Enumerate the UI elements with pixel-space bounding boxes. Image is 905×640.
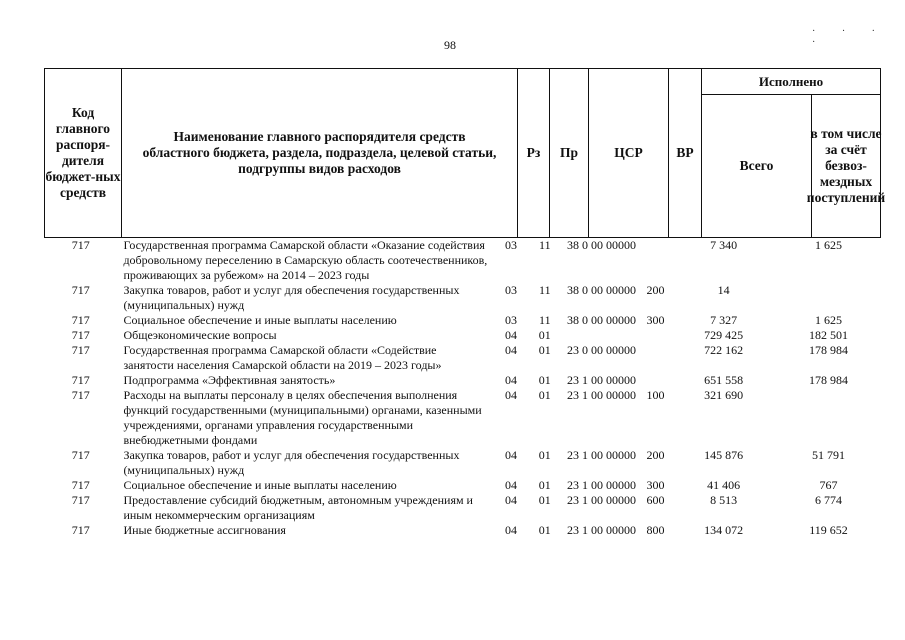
cell-incl: 6 774 <box>815 493 843 507</box>
header-vr: ВР <box>669 69 702 237</box>
cell-pr: 11 <box>539 313 551 327</box>
header-incl: в том числе за счёт безвоз-мездных поступлений <box>806 125 886 205</box>
cell-rz: 03 <box>504 283 517 297</box>
cell-csr <box>563 328 639 343</box>
cell-code: 717 <box>71 388 90 402</box>
cell-incl <box>776 388 881 448</box>
cell-code: 717 <box>71 343 90 357</box>
cell-csr: 38 0 00 00000 <box>567 238 637 252</box>
cell-code: 717 <box>71 238 90 252</box>
cell-rz: 03 <box>504 313 517 327</box>
cell-incl: 119 652 <box>809 523 848 537</box>
cell-rz: 04 <box>504 328 517 342</box>
table-row <box>44 493 881 523</box>
cell-total: 134 072 <box>704 523 744 537</box>
cell-csr: 23 0 00 00000 <box>567 343 637 357</box>
cell-incl: 178 984 <box>809 343 849 357</box>
cell-total: 321 690 <box>704 388 744 402</box>
cell-csr: 23 1 00 00000 <box>567 373 637 387</box>
table-row <box>44 448 881 478</box>
header-csr: ЦСР <box>589 69 669 237</box>
cell-name: Расходы на выплаты персоналу в целях обеспечения выполнения функций государственными (муниципальными) органами, казенными учреждениями, органами управления государственными внебюджетными фондами <box>123 388 482 447</box>
cell-vr: 300 <box>646 478 665 492</box>
cell-name: Социальное обеспечение и иные выплаты населению <box>123 313 397 327</box>
cell-vr: 200 <box>646 448 665 462</box>
cell-vr: 300 <box>646 313 665 327</box>
cell-incl <box>776 283 881 313</box>
table-body <box>44 238 881 538</box>
cell-code: 717 <box>71 493 90 507</box>
cell-incl: 178 984 <box>809 373 849 387</box>
table-row <box>44 388 881 448</box>
cell-name: Социальное обеспечение и иные выплаты населению <box>123 478 397 492</box>
cell-total: 14 <box>717 283 730 297</box>
table-row <box>44 283 881 313</box>
cell-code: 717 <box>71 313 90 327</box>
cell-rz: 04 <box>504 373 517 387</box>
cell-rz: 04 <box>504 448 517 462</box>
cell-code: 717 <box>71 283 90 297</box>
cell-pr: 01 <box>538 493 551 507</box>
cell-incl: 182 501 <box>809 328 849 342</box>
cell-rz: 04 <box>504 478 517 492</box>
cell-total: 8 513 <box>710 493 738 507</box>
cell-code: 717 <box>71 373 90 387</box>
cell-csr: 23 1 00 00000 <box>567 523 637 537</box>
corner-marks: · · · · <box>812 26 887 48</box>
cell-incl: 1 625 <box>815 313 843 327</box>
cell-total: 41 406 <box>707 478 741 492</box>
cell-incl: 51 791 <box>812 448 846 462</box>
cell-total: 729 425 <box>704 328 744 342</box>
cell-total: 722 162 <box>704 343 744 357</box>
cell-pr: 11 <box>539 283 551 297</box>
cell-rz: 04 <box>504 493 517 507</box>
cell-csr: 23 1 00 00000 <box>567 493 637 507</box>
cell-name: Общеэкономические вопросы <box>123 328 277 342</box>
cell-csr: 23 1 00 00000 <box>567 388 637 402</box>
cell-incl: 767 <box>819 478 838 492</box>
header-total: Всего <box>702 94 812 237</box>
cell-rz: 04 <box>504 388 517 402</box>
header-code: Код главного распоря-дителя бюджет-ных средств <box>45 69 122 237</box>
table-row <box>44 343 881 373</box>
table-row <box>44 523 881 538</box>
header-name: Наименование главного распорядителя средств областного бюджета, раздела, подраздела, целевой статьи, подгруппы видов расходов <box>122 69 518 237</box>
cell-name: Закупка товаров, работ и услуг для обеспечения государственных (муниципальных) нужд <box>123 448 460 477</box>
cell-vr <box>640 373 671 388</box>
cell-pr: 01 <box>538 373 551 387</box>
cell-vr: 600 <box>646 493 665 507</box>
cell-rz: 04 <box>504 523 517 537</box>
cell-csr: 23 1 00 00000 <box>567 478 637 492</box>
table-row <box>44 478 881 493</box>
cell-code: 717 <box>71 523 90 537</box>
cell-code: 717 <box>71 448 90 462</box>
cell-csr: 23 1 00 00000 <box>567 448 637 462</box>
cell-csr: 38 0 00 00000 <box>567 283 637 297</box>
cell-total: 7 327 <box>710 313 738 327</box>
cell-pr: 11 <box>539 238 551 252</box>
cell-name: Государственная программа Самарской области «Содействие занятости населения Самарской области на 2019 – 2023 годы» <box>123 343 442 372</box>
cell-vr <box>640 238 671 283</box>
cell-name: Закупка товаров, работ и услуг для обеспечения государственных (муниципальных) нужд <box>123 283 460 312</box>
header-rz: Рз <box>518 69 550 237</box>
cell-vr: 100 <box>646 388 665 402</box>
table-header <box>44 68 886 238</box>
cell-vr: 200 <box>646 283 665 297</box>
table-row <box>44 313 881 328</box>
table-row <box>44 328 881 343</box>
cell-pr: 01 <box>538 478 551 492</box>
cell-pr: 01 <box>538 448 551 462</box>
cell-vr: 800 <box>646 523 665 537</box>
header-executed: Исполнено <box>702 69 880 95</box>
cell-name: Подпрограмма «Эффективная занятость» <box>123 373 336 387</box>
cell-pr: 01 <box>538 343 551 357</box>
cell-code: 717 <box>71 328 90 342</box>
cell-rz: 03 <box>504 238 517 252</box>
cell-csr: 38 0 00 00000 <box>567 313 637 327</box>
cell-name: Иные бюджетные ассигнования <box>123 523 286 537</box>
cell-rz: 04 <box>504 343 517 357</box>
header-pr: Пр <box>550 69 589 237</box>
cell-pr: 01 <box>538 328 551 342</box>
cell-incl: 1 625 <box>815 238 843 252</box>
cell-total: 145 876 <box>704 448 744 462</box>
cell-total: 7 340 <box>710 238 738 252</box>
cell-code: 717 <box>71 478 90 492</box>
cell-total: 651 558 <box>704 373 744 387</box>
cell-vr <box>640 343 671 373</box>
cell-pr: 01 <box>538 523 551 537</box>
cell-pr: 01 <box>538 388 551 402</box>
cell-name: Предоставление субсидий бюджетным, автономным учреждениям и иным некоммерческим организациям <box>123 493 473 522</box>
cell-vr <box>640 328 671 343</box>
table-row <box>44 373 881 388</box>
table-row <box>44 238 881 283</box>
page-number: 98 <box>444 38 456 52</box>
cell-name: Государственная программа Самарской области «Оказание содействия добровольному переселению в Самарскую область соотечественников, проживающих за рубежом» на 2014 – 2023 годы <box>123 238 488 282</box>
